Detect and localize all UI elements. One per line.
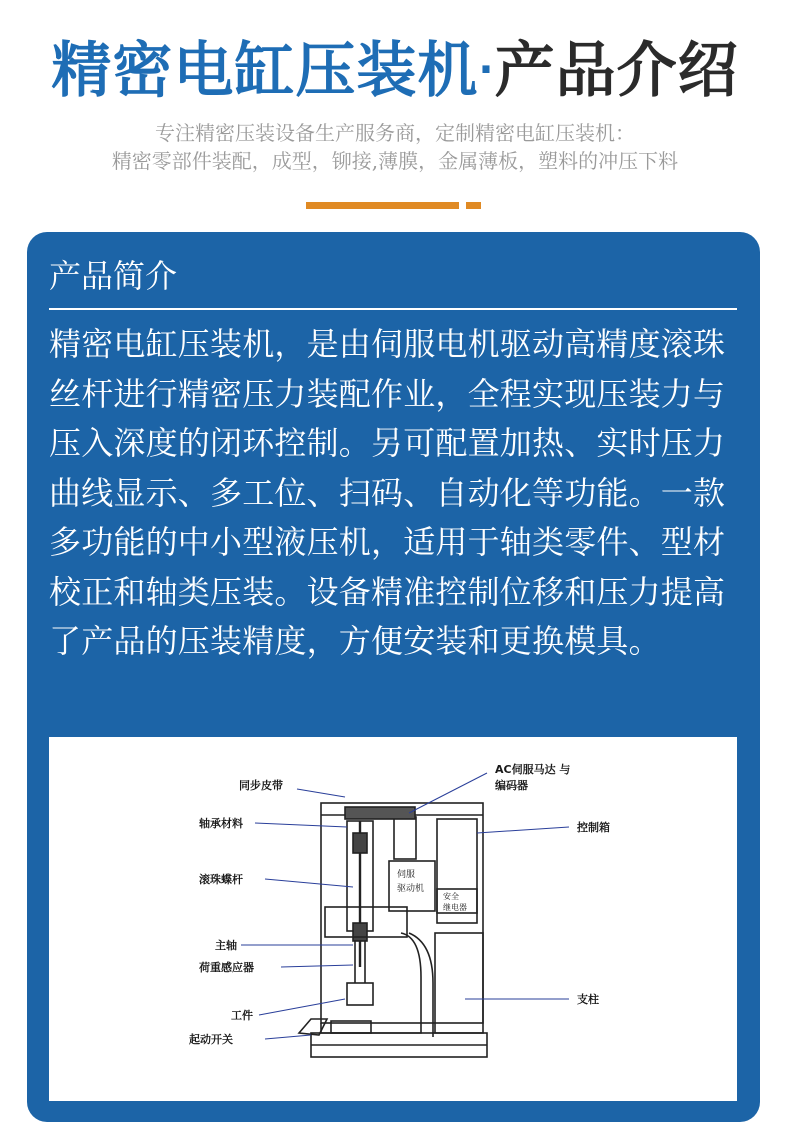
label-safety-2: 继电器 xyxy=(443,903,467,912)
label-ball-screw: 滚珠蝶杆 xyxy=(199,873,243,886)
subtitle-line-1: 专注精密压装设备生产服务商，定制精密电缸压装机： xyxy=(155,121,635,145)
title-dark: 产品介绍 xyxy=(494,36,739,106)
accent-bar-short xyxy=(466,202,481,209)
label-workpiece: 工件 xyxy=(231,1009,253,1022)
sync-belt-housing xyxy=(345,807,415,819)
product-intro-card xyxy=(27,232,760,1122)
label-bearing: 轴承材料 xyxy=(199,817,243,830)
machine-diagram-drawing xyxy=(49,737,737,1101)
label-start-switch: 起动开关 xyxy=(189,1033,233,1046)
title-blue: 精密电缸压装机 xyxy=(51,36,479,106)
workpiece-shape xyxy=(347,983,373,1005)
heading-divider xyxy=(49,308,737,310)
label-sync-belt: 同步皮带 xyxy=(239,779,283,792)
label-safety-1: 安全 xyxy=(443,892,459,901)
machine-diagram xyxy=(49,737,737,1101)
page-title xyxy=(0,34,790,107)
intro-heading: 产品简介 xyxy=(49,257,178,295)
servo-motor-shape xyxy=(394,817,416,859)
label-column: 支柱 xyxy=(577,993,599,1006)
label-servo-drive-2: 驱动机 xyxy=(397,884,425,894)
label-control-box: 控制箱 xyxy=(577,821,610,834)
intro-body: 精密电缸压装机，是由伺服电机驱动高精度滚珠丝杆进行精密压力装配作业，全程实现压装力与压入深度的闭环控制。另可配置加热、实时压力曲线显示、多工位、扫码、自动化等功能。一款多功能的中小型液压机，适用于轴类零件、型材校正和轴类压装。设备精准控制位移和压力提高了产品的压装精度，方便安装和更换模具。 xyxy=(49,325,726,660)
accent-bar-long xyxy=(306,202,459,209)
label-servo-drive-1: 伺服 xyxy=(397,870,416,880)
title-dot: · xyxy=(478,47,495,93)
label-spindle: 主轴 xyxy=(215,939,237,952)
label-ac-servo-1: AC伺服马达 与 xyxy=(495,763,571,776)
subtitle-line-2: 精密零部件装配，成型，铆接,薄膜，金属薄板，塑料的冲压下料 xyxy=(111,149,679,173)
label-ac-servo-2: 编码器 xyxy=(495,779,528,792)
label-load-sensor: 荷重感应器 xyxy=(199,961,254,974)
load-sensor-shape xyxy=(353,923,367,941)
